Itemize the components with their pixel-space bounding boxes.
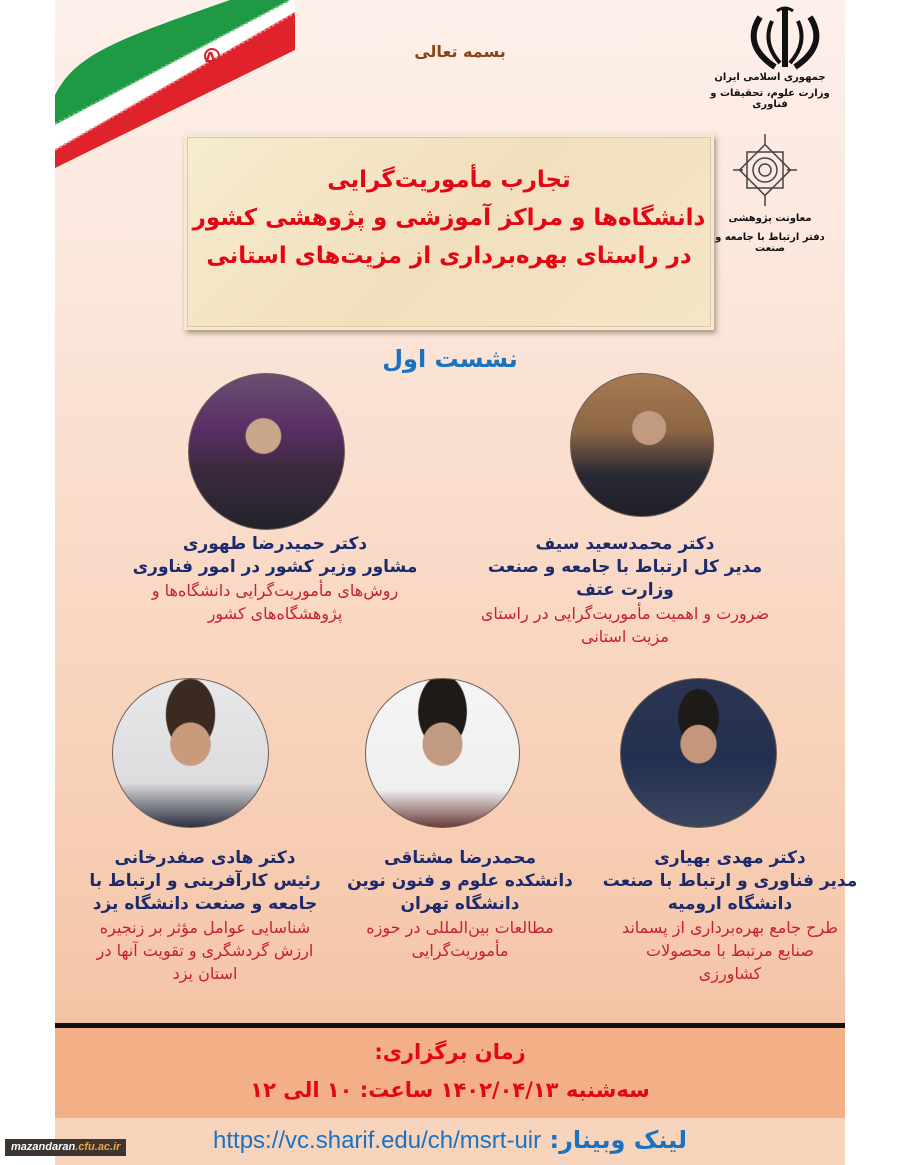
speaker-topic: کشاورزی <box>698 964 762 983</box>
speaker-topic: ارزش گردشگری و تقویت آنها در <box>96 941 314 960</box>
speaker-card <box>580 847 880 985</box>
speaker-card <box>470 533 780 648</box>
speaker-topic: استان یزد <box>172 964 238 983</box>
title-line-3: در راستای بهره‌برداری از مزیت‌های استانی <box>206 243 692 269</box>
speaker-role: دانشگاه تهران <box>400 894 520 914</box>
speaker-photo-tahouri <box>188 373 345 530</box>
ministry-line1: جمهوری اسلامی ایران <box>714 72 826 83</box>
speaker-topic: روش‌های مأموریت‌گرایی دانشگاه‌ها و <box>151 581 399 600</box>
speaker-topic: پژوهشگاه‌های کشور <box>207 604 343 623</box>
speaker-topic: مطالعات بین‌المللی در حوزه <box>366 918 554 937</box>
bismillah-heading: بسمه تعالی <box>414 42 506 61</box>
speaker-topic: مأموریت‌گرایی <box>411 941 509 960</box>
ministry-line2: وزارت علوم، تحقیقات و فناوری <box>710 88 830 110</box>
schedule-datetime: سه‌شنبه ۱۴۰۲/۰۴/۱۳ ساعت: ۱۰ الی ۱۲ <box>250 1078 650 1102</box>
webinar-link-row <box>55 1126 845 1155</box>
speaker-role: مدیر فناوری و ارتباط با صنعت <box>602 871 858 891</box>
speaker-topic: طرح جامع بهره‌برداری از پسماند <box>621 918 839 937</box>
speaker-name: دکتر محمدسعید سیف <box>535 534 715 554</box>
speaker-role: دانشگاه ارومیه <box>667 894 793 914</box>
watermark-accent: .cfu.ac.ir <box>75 1141 121 1153</box>
speaker-role: دانشکده علوم و فنون نوین <box>347 871 573 891</box>
speaker-topic: مزیت استانی <box>581 627 669 646</box>
speaker-topic: ضرورت و اهمیت مأموریت‌گرایی در راستای <box>480 604 770 623</box>
speaker-topic: صنایع مرتبط با محصولات <box>646 941 814 960</box>
schedule-label: زمان برگزاری: <box>374 1040 526 1064</box>
speaker-role: رئیس کارآفرینی و ارتباط با <box>89 871 321 891</box>
office-line2: دفتر ارتباط با جامعه و صنعت <box>715 232 825 254</box>
title-line-2: دانشگاه‌ها و مراکز آموزشی و پژوهشی کشور <box>192 205 706 231</box>
webinar-url-link[interactable]: https://vc.sharif.edu/ch/msrt-uir <box>213 1127 542 1154</box>
speaker-photo-seif <box>570 373 714 517</box>
speaker-name: دکتر هادی صفدرخانی <box>114 848 296 868</box>
speaker-role: مشاور وزیر کشور در امور فناوری <box>132 557 418 577</box>
site-watermark <box>5 1139 126 1156</box>
speaker-role: جامعه و صنعت دانشگاه یزد <box>92 894 318 914</box>
speaker-photo-moshtaghi <box>365 678 520 828</box>
svg-text:ⵠ: ⵠ <box>205 50 216 66</box>
speaker-card <box>330 847 590 962</box>
title-line-1: تجارب مأموریت‌گرایی <box>327 167 571 193</box>
watermark-main: mazandaran <box>11 1141 76 1153</box>
speaker-photo-bahyari <box>620 678 777 828</box>
speaker-name: دکتر حمیدرضا طهوری <box>182 534 368 554</box>
speaker-name: محمدرضا مشتاقی <box>384 848 536 868</box>
office-line1: معاونت پژوهشی <box>728 213 812 224</box>
speaker-name: دکتر مهدی بهیاری <box>654 848 806 868</box>
ornament-logo-icon <box>730 130 800 210</box>
speaker-photo-safdarkhani <box>112 678 269 828</box>
speaker-role: مدیر کل ارتباط با جامعه و صنعت وزارت عتف <box>487 557 763 600</box>
title-box <box>184 134 714 330</box>
webinar-label: لینک وبینار: <box>549 1126 687 1154</box>
speaker-topic: شناسایی عوامل مؤثر بر زنجیره <box>99 918 311 937</box>
speaker-card <box>60 847 350 985</box>
speaker-card <box>110 533 440 625</box>
session-heading: نشست اول <box>382 345 518 373</box>
